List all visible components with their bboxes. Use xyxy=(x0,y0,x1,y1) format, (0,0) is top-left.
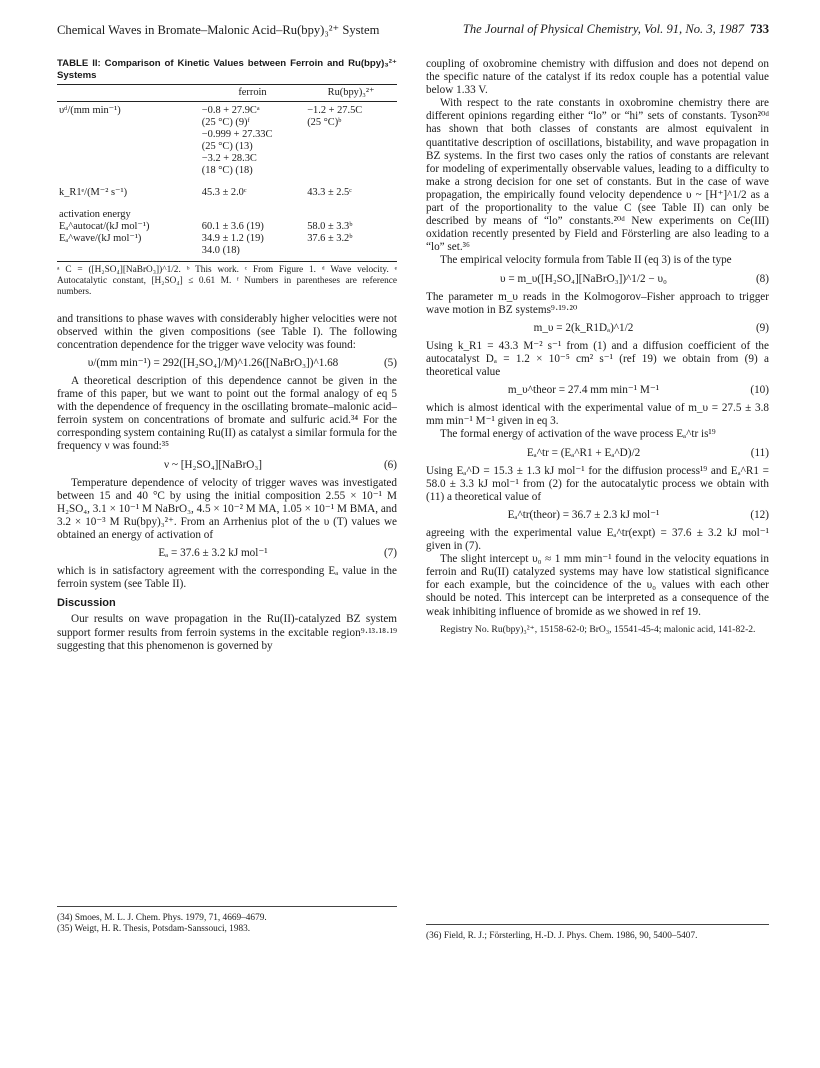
equation-number: (8) xyxy=(755,272,769,285)
paragraph: The empirical velocity formula from Table II (eq 3) is of the type xyxy=(440,254,732,267)
equation-text: υ = m_υ([H₂SO₄][NaBrO₃])^1/2 − υ₀ xyxy=(500,272,667,285)
paragraph: Using Eₐ^D = 15.3 ± 1.3 kJ mol⁻¹ for the diffusion process¹⁹ and Eₐ^R1 = 58.0 ± 3.3 kJ mol⁻¹ from (2) for the autocatalytic process we obtain with (11) a theoretical value of xyxy=(426,464,769,503)
equation-5 xyxy=(57,357,397,370)
row-ferroin: −0.8 + 27.9Cᵃ (25 °C) (9)ᶠ −0.999 + 27.33C (25 °C) (13) −3.2 + 28.3C (18 °C) (18) xyxy=(201,105,273,176)
paragraph: coupling of oxobromine chemistry with diffusion and does not depend on the specific nature of the catalyst if its redox couple has a potential value below 1.33 V. xyxy=(426,58,769,97)
equation-text: Eₐ^tr = (Eₐ^R1 + Eₐ^D)/2 xyxy=(526,446,641,459)
page-number: 733 xyxy=(750,22,769,36)
equation-number: (11) xyxy=(750,446,769,459)
reference-34: (34) Smoes, M. L. J. Chem. Phys. 1979, 71, 4669–4679. xyxy=(57,913,267,923)
paragraph: which is in satisfactory agreement with the corresponding Eₐ value in the ferroin system (see Table II). xyxy=(57,565,397,591)
table-header-blank xyxy=(57,85,200,102)
equation-text: m_υ = 2(k_R1Dₐ)^1/2 xyxy=(533,321,634,334)
row-label: k_R1ᵉ/(M⁻² s⁻¹) xyxy=(59,187,128,198)
paragraph: The formal energy of activation of the wave process Eₐ^tr is¹⁹ xyxy=(440,428,716,441)
right-column xyxy=(426,58,769,635)
equation-text: m_υ^theor = 27.4 mm min⁻¹ M⁻¹ xyxy=(507,384,660,397)
paragraph: which is almost identical with the experimental value of m_υ = 27.5 ± 3.8 mm min⁻¹ M⁻¹ given in eq 3. xyxy=(426,402,769,428)
section-heading: Discussion xyxy=(57,597,116,610)
reference-36: (36) Field, R. J.; Försterling, H.-D. J. Phys. Chem. 1986, 90, 5400–5407. xyxy=(426,931,698,941)
equation-6 xyxy=(57,459,397,472)
table-header-ru: Ru(bpy)₃²⁺ xyxy=(305,85,397,102)
equation-9 xyxy=(426,322,769,335)
equation-number: (9) xyxy=(755,321,769,334)
row-ru: 58.0 ± 3.3ᵇ 37.6 ± 3.2ᵇ xyxy=(305,199,397,262)
table-header-ferroin: ferroin xyxy=(200,85,305,102)
journal-citation: The Journal of Physical Chemistry, Vol. 91, No. 3, 1987 xyxy=(462,22,745,36)
footnote-references-left xyxy=(57,906,397,936)
paragraph: Temperature dependence of velocity of trigger waves was investigated between 15 and 40 °C by using the initial composition 2.55 × 10⁻¹ M H₂SO₄, 3.1 × 10⁻¹ M NaBrO₃, 4.5 × 10⁻² M MA, 1.05 × 10⁻¹ M BMA, and 3.2 × 10⁻³ M Ru(bpy)₃²⁺. From an Arrhenius plot of the υ (T) values we obtained an energy of activation of xyxy=(57,476,397,542)
paragraph: Using k_R1 = 43.3 M⁻² s⁻¹ from (1) and a diffusion coefficient of the autocatalyst Dₐ = 1.2 × 10⁻⁵ cm² s⁻¹ (ref 19) we obtain from (9) a theoretical value xyxy=(426,339,769,379)
table-row xyxy=(57,177,397,199)
equation-text: ν ~ [H₂SO₄][NaBrO₃] xyxy=(164,458,262,471)
equation-12 xyxy=(426,509,769,522)
equation-text: Eₐ^tr(theor) = 36.7 ± 2.3 kJ mol⁻¹ xyxy=(507,508,660,521)
paragraph: Our results on wave propagation in the Ru(II)-catalyzed BZ system support former results from ferroin systems in the excitable region⁹·¹³·¹⁸·¹⁹ suggesting that this phenomenon is governed by xyxy=(57,613,397,652)
registry-numbers: Registry No. Ru(bpy)₃²⁺, 15158-62-0; BrO₃, 15541-45-4; malonic acid, 141-82-2. xyxy=(440,623,756,635)
equation-number: (12) xyxy=(750,508,769,521)
equation-text: υ/(mm min⁻¹) = 292([H₂SO₄]/M)^1.26([NaBrO₃])^1.68 xyxy=(87,356,339,369)
kinetic-table xyxy=(57,84,397,262)
table-row xyxy=(57,199,397,262)
paragraph: With respect to the rate constants in oxobromine chemistry there are different opinions regarding either “lo” or “hi” sets of constants. Tyson²⁰ᵈ has shown that both classes of constants are almost equivalent in quantitative description of oscillations, bistability, and wave propagation in BZ systems. In the first two cases only the ratios of constants are relevant for modeling of experimentally observable values, leading to a difficulty to make a strong decision for one set of constants. But in the case of wave propagation, the empirically found velocity dependence υ ~ [H⁺]^1/2 as a part of the proportionality to the value C (see Table II) can only be described by means of “lo” constants.²⁰ᵈ New experiments on Ce(III) oxidation recently presented by Field and Försterling are also leading to a “lo” set.³⁶ xyxy=(426,97,769,254)
equation-text: Eₐ = 37.6 ± 3.2 kJ mol⁻¹ xyxy=(158,547,268,560)
header-title: Chemical Waves in Bromate–Malonic Acid–Ru(bpy)₃²⁺ System xyxy=(57,23,380,37)
equation-11 xyxy=(426,447,769,460)
table-row xyxy=(57,102,397,178)
table-header-row xyxy=(57,85,397,102)
equation-8 xyxy=(426,273,769,286)
equation-10 xyxy=(426,384,769,397)
row-ferroin: 45.3 ± 2.0ᶜ xyxy=(201,187,247,198)
paragraph: A theoretical description of this dependence cannot be given in the frame of this paper, but we want to point out the formal analogy of eq 5 with the dependence of frequency in the oscillating bromate–malonic acid–ferroin system on concentrations of bromate and sulfuric acid.³⁴ For the corresponding system containing Ru(II) as catalyst a similar formula for the frequency ν was found:³⁵ xyxy=(57,374,397,453)
row-ferroin: 60.1 ± 3.6 (19) 34.9 ± 1.2 (19) 34.0 (18) xyxy=(200,199,305,262)
row-ru: 43.3 ± 2.5ᶜ xyxy=(307,187,352,198)
equation-7 xyxy=(57,547,397,560)
reference-35: (35) Weigt, H. R. Thesis, Potsdam-Sanssouci, 1983. xyxy=(57,924,251,935)
paragraph: and transitions to phase waves with considerably higher velocities were not observed within the given compositions (see Table I). The following concentration dependence for the trigger wave velocity was found: xyxy=(57,312,397,351)
equation-number: (5) xyxy=(383,356,397,369)
paragraph: agreeing with the experimental value Eₐ^tr(expt) = 37.6 ± 3.2 kJ mol⁻¹ given in (7). xyxy=(426,527,769,553)
paragraph: The slight intercept υ₀ ≈ 1 mm min⁻¹ found in the velocity equations in ferroin and Ru(II) catalyzed systems may have low statistical significance for each example, but the coincidence of the υ₀ values with each other should be noted. This intercept can be interpreted as a consequence of the weak inhibiting influence of bromide as we showed in ref 19. xyxy=(426,553,769,618)
table-footnote: ᵃ C = ([H₂SO₄][NaBrO₃])^1/2. ᵇ This work. ᶜ From Figure 1. ᵈ Wave velocity. ᵉ Autocatalytic constant, [H₂SO₄] ≤ 0.61 M. ᶠ Numbers in parentheses are reference numbers. xyxy=(57,265,397,298)
footnote-references-right xyxy=(426,924,769,942)
paragraph: The parameter m_υ reads in the Kolmogorov–Fisher approach to trigger wave motion in BZ systems⁹·¹⁹·²⁰ xyxy=(426,290,769,316)
table-title: TABLE II: Comparison of Kinetic Values between Ferroin and Ru(bpy)₃²⁺ Systems xyxy=(57,58,397,81)
header-journal xyxy=(463,22,769,37)
left-column xyxy=(57,58,397,653)
row-label: υᵈ/(mm min⁻¹) xyxy=(59,105,121,116)
equation-number: (6) xyxy=(383,458,397,471)
equation-number: (10) xyxy=(750,384,769,397)
row-label: activation energy Eₐ^autocat/(kJ mol⁻¹) Eₐ^wave/(kJ mol⁻¹) xyxy=(57,199,200,262)
row-ru: −1.2 + 27.5C (25 °C)ᵇ xyxy=(307,105,363,128)
equation-number: (7) xyxy=(383,547,397,560)
